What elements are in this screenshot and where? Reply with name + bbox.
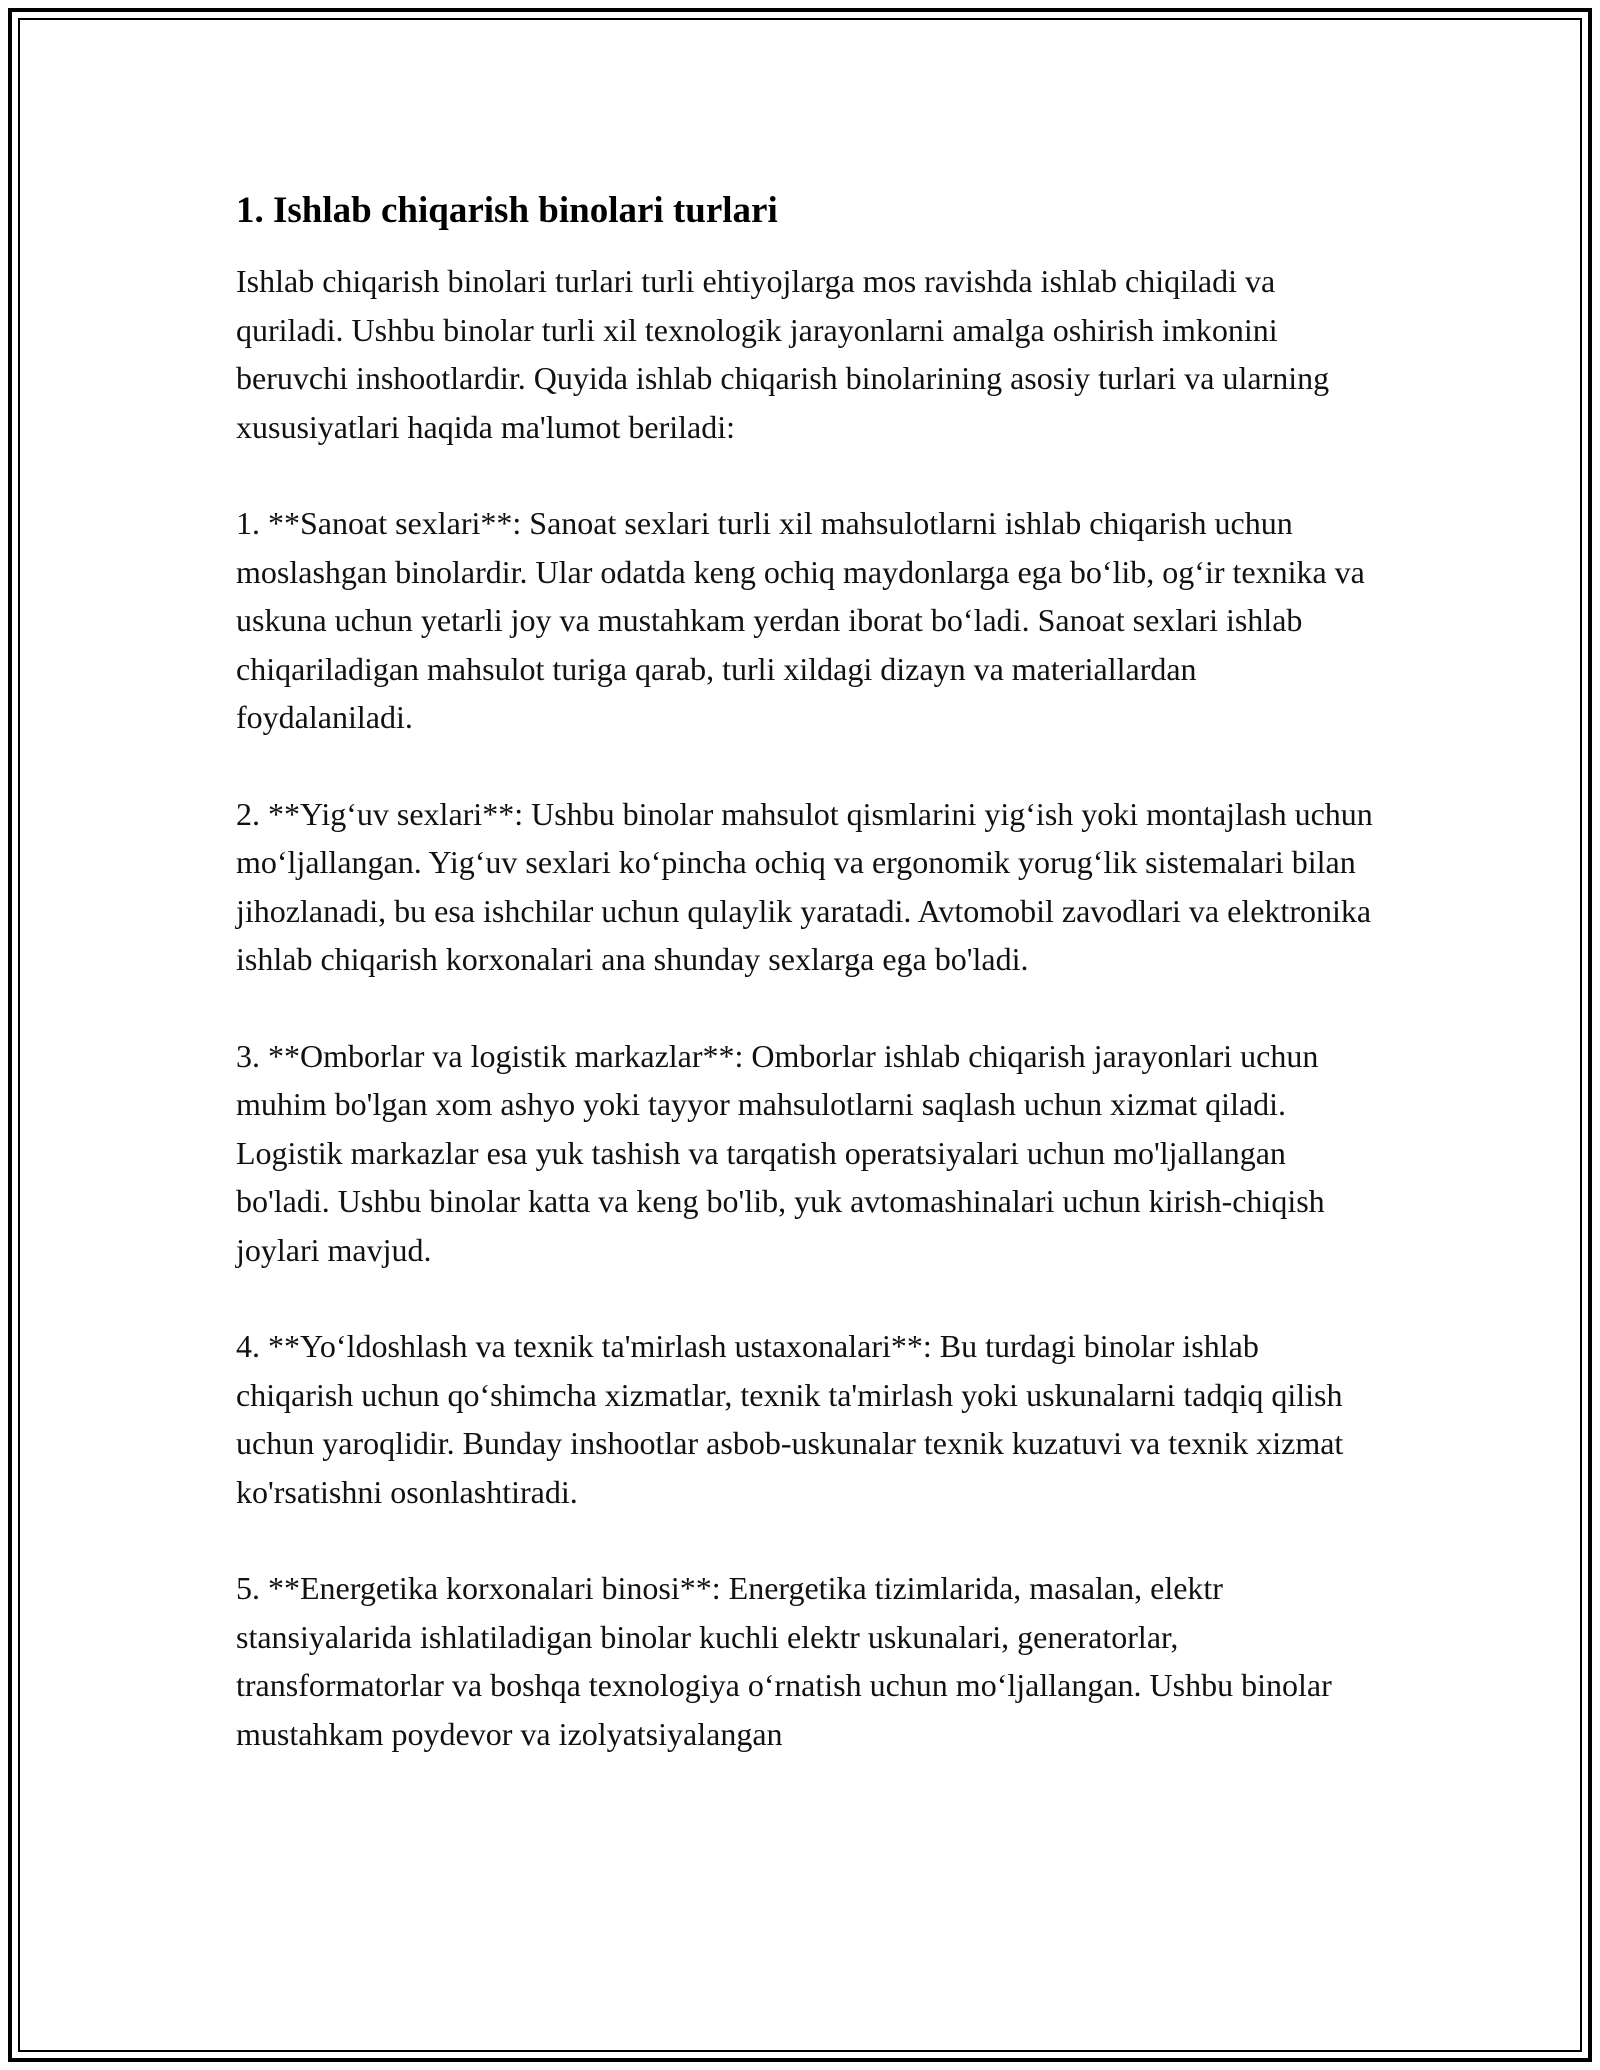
list-item-energy-buildings: 5. **Energetika korxonalari binosi**: Energetika tizimlarida, masalan, elektr stansiyalarida ishlatiladigan binolar kuchli elektr uskunalari, generatorlar, transformatorlar va boshqa texnologiya o‘rnatish uchun mo‘ljallangan. Ushbu binolar mustahkam poydevor va izolyatsiyalangan — [236, 1570, 1332, 1752]
list-item-industrial-workshops: 1. **Sanoat sexlari**: Sanoat sexlari turli xil mahsulotlarni ishlab chiqarish uchun moslashgan binolardir. Ular odatda keng ochiq maydonlarga ega bo‘lib, og‘ir texnika va uskuna uchun yetarli joy va mustahkam yerdan iborat bo‘ladi. Sanoat sexlari ishlab chiqariladigan mahsulot turiga qarab, turli xildagi dizayn va materiallardan foydalaniladi. — [236, 505, 1365, 735]
list-item-assembly-workshops: 2. **Yig‘uv sexlari**: Ushbu binolar mahsulot qismlarini yig‘ish yoki montajlash uchun mo‘ljallangan. Yig‘uv sexlari ko‘pincha ochiq va ergonomik yorug‘lik sistemalari bilan jihozlanadi, bu esa ishchilar uchun qulaylik yaratadi. Avtomobil zavodlari va elektronika ishlab chiqarish korxonalari ana shunday sexlarga ega bo'ladi. — [236, 795, 1373, 977]
intro-paragraph: Ishlab chiqarish binolari turlari turli ehtiyojlarga mos ravishda ishlab chiqiladi va quriladi. Ushbu binolar turli xil texnologik jarayonlarni amalga oshirish imkonini beruvchi inshootlardir. Quyida ishlab chiqarish binolarining asosiy turlari va ularning xususiyatlari haqida ma'lumot beriladi: — [236, 263, 1330, 445]
document-title: 1. Ishlab chiqarish binolari turlari — [236, 190, 778, 231]
document-body — [236, 187, 1376, 1758]
list-item-warehouses-logistics: 3. **Omborlar va logistik markazlar**: Omborlar ishlab chiqarish jarayonlari uchun muhim bo'lgan xom ashyo yoki tayyor mahsulotlarni saqlash uchun xizmat qiladi. Logistik markazlar esa yuk tashish va tarqatish operatsiyalari uchun mo'ljallangan bo'ladi. Ushbu binolar katta va keng bo'lib, yuk avtomashinalari uchun kirish-chiqish joylari mavjud. — [236, 1037, 1325, 1268]
list-item-repair-workshops: 4. **Yo‘ldoshlash va texnik ta'mirlash ustaxonalari**: Bu turdagi binolar ishlab chiqarish uchun qo‘shimcha xizmatlar, texnik ta'mirlash yoki uskunalarni tadqiq qilish uchun yaroqlidir. Bunday inshootlar asbob-uskunalar texnik kuzatuvi va texnik xizmat ko'rsatishni osonlashtiradi. — [236, 1328, 1344, 1510]
